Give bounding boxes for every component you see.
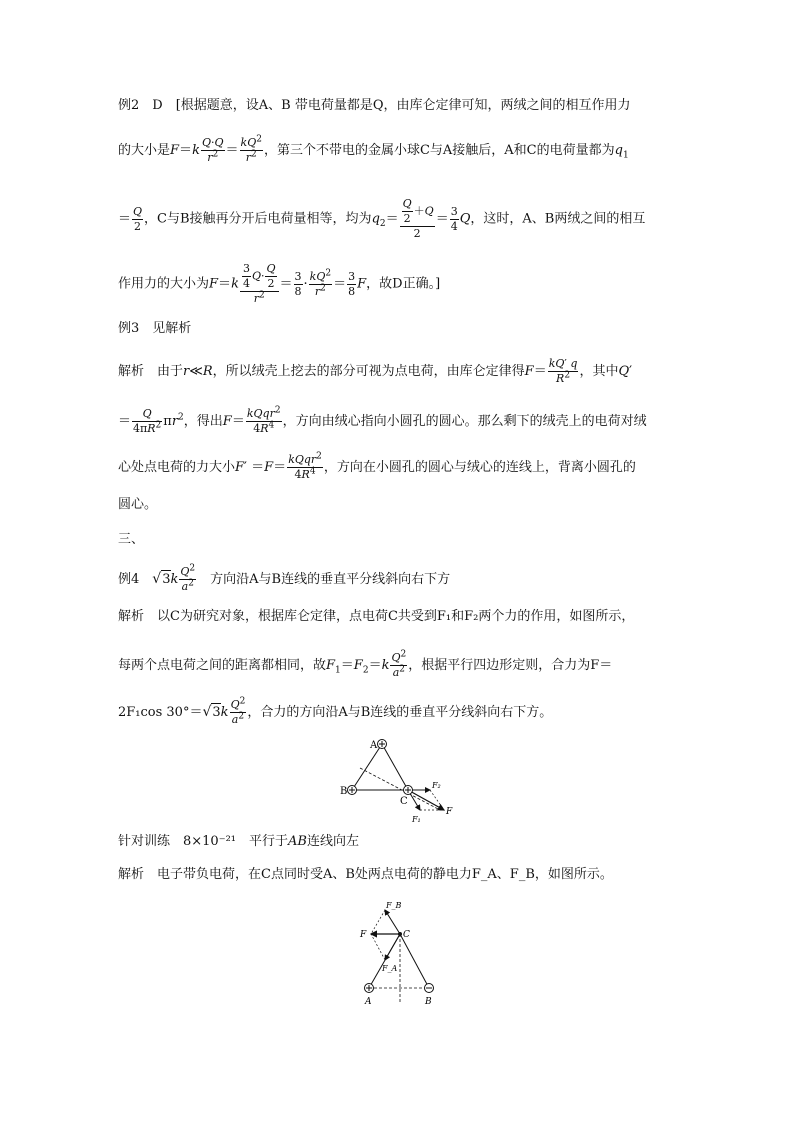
ex2-line1: 例2 D [根据题意，设A、B 带电荷量都是Q，由库仑定律可知，两绒之间的相互作用力 [118,98,631,113]
label-f: F [446,807,453,817]
label-c: C [403,930,410,940]
label-f: F [360,930,367,940]
charge-a-positive-icon [365,984,374,993]
ex4-line1: 解析 以C为研究对象，根据库仑定律，点电荷C共受到F₁和F₂两个力的作用，如图所示， [118,609,635,624]
label-f1: F₁ [412,815,421,824]
charge-c-icon [404,786,413,795]
ex3-line1: 解析 由于r≪R，所以绒壳上挖去的部分可视为点电荷，由库仑定律得F＝ $\frac{kQ' q}{R^2}$ ，其中Q′ [118,357,633,385]
ex4-line3: 2F₁cos 30°＝√3k $\frac{Q^2}{a^2}$ ，合力的方向沿A与B连线的垂直平分线斜向右下方。 [118,696,553,726]
frac-q2-plus-q: $\frac{Q}{2}$ ＋Q 2 [400,197,435,241]
label-f2: F₂ [432,781,441,790]
ex3-line3: 心处点电荷的力大小F′ ＝F＝ $\frac{kQqr^2}{4R^4}$ ，方向在小圆孔的圆心与绒心的连线上，背离小圆孔的 [118,451,636,481]
label-b: B [425,997,432,1007]
section-3: 三、 [118,532,145,547]
label-a: A [370,740,378,751]
training-line1: 解析 电子带负电荷，在C点同时受A、B处两点电荷的静电力F_A、F_B，如图所示。 [118,867,613,882]
point-c [398,932,402,936]
label-fa: F_A [382,964,398,973]
frac-qq-r2: $\frac{Q\cdot Q}{r^2}$ [201,136,224,164]
ex4-header: 例4 √3k $\frac{Q^2}{a^2}$ 方向沿A与B连线的垂直平分线斜向右下方 [118,563,451,593]
ex2-line4: 作用力的大小为F＝k $\frac{3}{4}$ Q· $\frac{Q}{2}$ $r^2$ ＝ $\frac{3}{8}$ · $\frac{kQ^2}{r^2}$ ＝ $\frac{3}{8}$ F，故D正确。] [118,262,441,305]
label-b: B [340,786,348,797]
charge-b-negative-icon [425,984,434,993]
ex3-line2: ＝ $\frac{Q}{4\pi R^2}$ $\pi r^2$，得出F＝ $\frac{kQqr^2}{4R^4}$ ，方向由绒心指向小圆孔的圆心。那么剩下的绒壳上的电荷对绒 [118,405,647,435]
label-a: A [365,997,372,1007]
force-fa-arrow [385,934,400,960]
training-header: 针对训练 8×10⁻²¹ 平行于AB连线向左 [118,834,359,849]
label-fb: F_B [386,901,402,910]
ex4-line2: 每两个点电荷之间的距离都相同，故$F_1=F_2=k$ $\frac{Q^2}{a^2}$ ，根据平行四边形定则，合力为F＝ [118,649,613,679]
ex2-line2: 的大小是F＝k $\frac{Q\cdot Q}{r^2}$ ＝ $\frac{kQ^2}{r^2}$ ，第三个不带电的金属小球C与A接触后，A和C的电荷量都为$q_1$ [118,134,629,164]
ex2-line3: ＝ $\frac{Q}{2}$ ，C与B接触再分开后电荷量相等，均为$q_2=$ $\frac{Q}{2}$ ＋Q 2 ＝ $\frac{3}{4}$ Q，这时，A、B两绒之间的相互 [118,197,646,240]
resultant-f-arrow [408,790,444,810]
charge-a-icon [378,740,387,749]
ex3-header: 例3 见解析 [118,321,192,336]
triangle [352,744,408,790]
charge-b-icon [348,786,357,795]
frac-kq2-r2: $\frac{kQ^2}{r^2}$ [240,134,262,164]
label-c: C [400,796,408,807]
figure-electron-forces [352,898,452,1008]
figure-triangle-forces [330,732,470,824]
triangle-abc [369,934,429,988]
ex3-line4: 圆心。 [118,497,158,512]
force-fb-arrow [385,910,400,934]
